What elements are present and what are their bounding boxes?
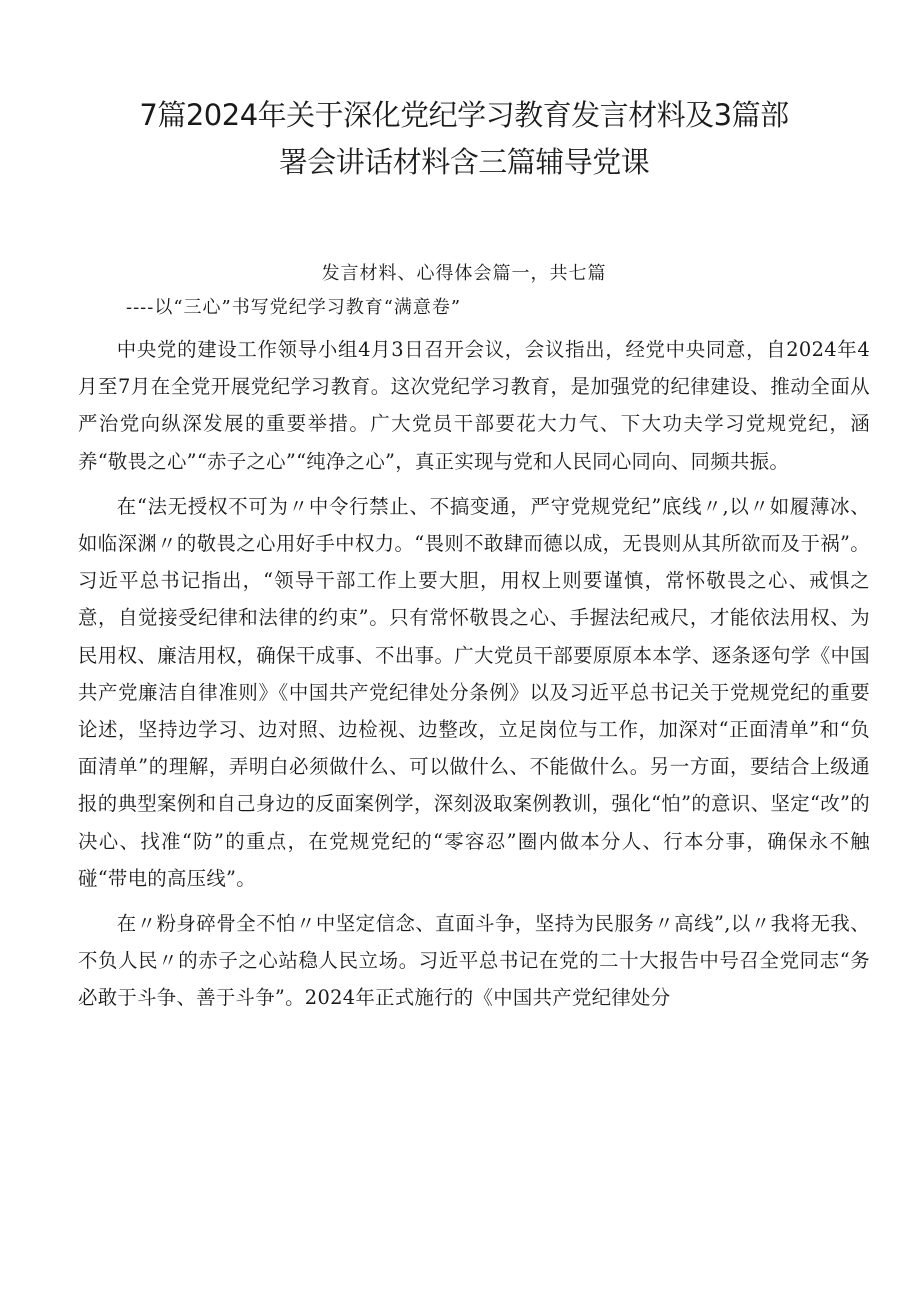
body-text bbox=[78, 331, 870, 1017]
section-subtitle: ----以“三心”书写党纪学习教育“满意卷” bbox=[126, 297, 462, 318]
section-title: 发言材料、心得体会篇一，共七篇 bbox=[321, 263, 607, 284]
document-title-line-2: 署会讲话材料含三篇辅导党课 bbox=[278, 145, 650, 179]
paragraph: 中央党的建设工作领导小组4月3日召开会议，会议指出，经党中央同意，自2024年4月至7月在全党开展党纪学习教育。这次党纪学习教育，是加强党的纪律建设、推动全面从严治党向纵深发展的重要举措。广大党员干部要花大力气、下大功夫学习党规党纪，涵养“敬畏之心”“赤子之心”“纯净之心”，真正实现与党和人民同心同向、同频共振。 bbox=[78, 338, 870, 473]
paragraph: 在“法无授权不可为〃中令行禁止、不搞变通，严守党规党纪”底线〃,以〃如履薄冰、如临深渊〃的敬畏之心用好手中权力。“畏则不敢肆而德以成，无畏则从其所欲而及于祸”。习近平总书记指出，“领导干部工作上要大胆，用权上则要谨慎，常怀敬畏之心、戒惧之意，自觉接受纪律和法律的约束”。只有常怀敬畏之心、手握法纪戒尺，才能依法用权、为民用权、廉洁用权，确保干成事、不出事。广大党员干部要原原本本学、逐条逐句学《中国共产党廉洁自律准则》《中国共产党纪律处分条例》以及习近平总书记关于党规党纪的重要论述，坚持边学习、边对照、边检视、边整改，立足岗位与工作，加深对“正面清单”和“负面清单”的理解，弄明白必须做什么、可以做什么、不能做什么。另一方面，要结合上级通报的典型案例和自己身边的反面案例学，深刻汲取案例教训，强化“怕”的意识、坚定“改”的决心、找准“防”的重点，在党规党纪的“零容忍”圈内做本分人、行本分事，确保永不触碰“带电的高压线”。 bbox=[78, 494, 871, 890]
document-title-line-1: 7篇2024年关于深化党纪学习教育发言材料及3篇部 bbox=[139, 98, 789, 132]
document-title bbox=[78, 92, 870, 186]
paragraph: 在〃粉身碎骨全不怕〃中坚定信念、直面斗争，坚持为民服务〃高线”,以〃我将无我、不负人民〃的赤子之心站稳人民立场。习近平总书记在党的二十大报告中号召全党同志“务必敢于斗争、善于斗争”。2024年正式施行的《中国共产党纪律处分 bbox=[78, 912, 870, 1010]
